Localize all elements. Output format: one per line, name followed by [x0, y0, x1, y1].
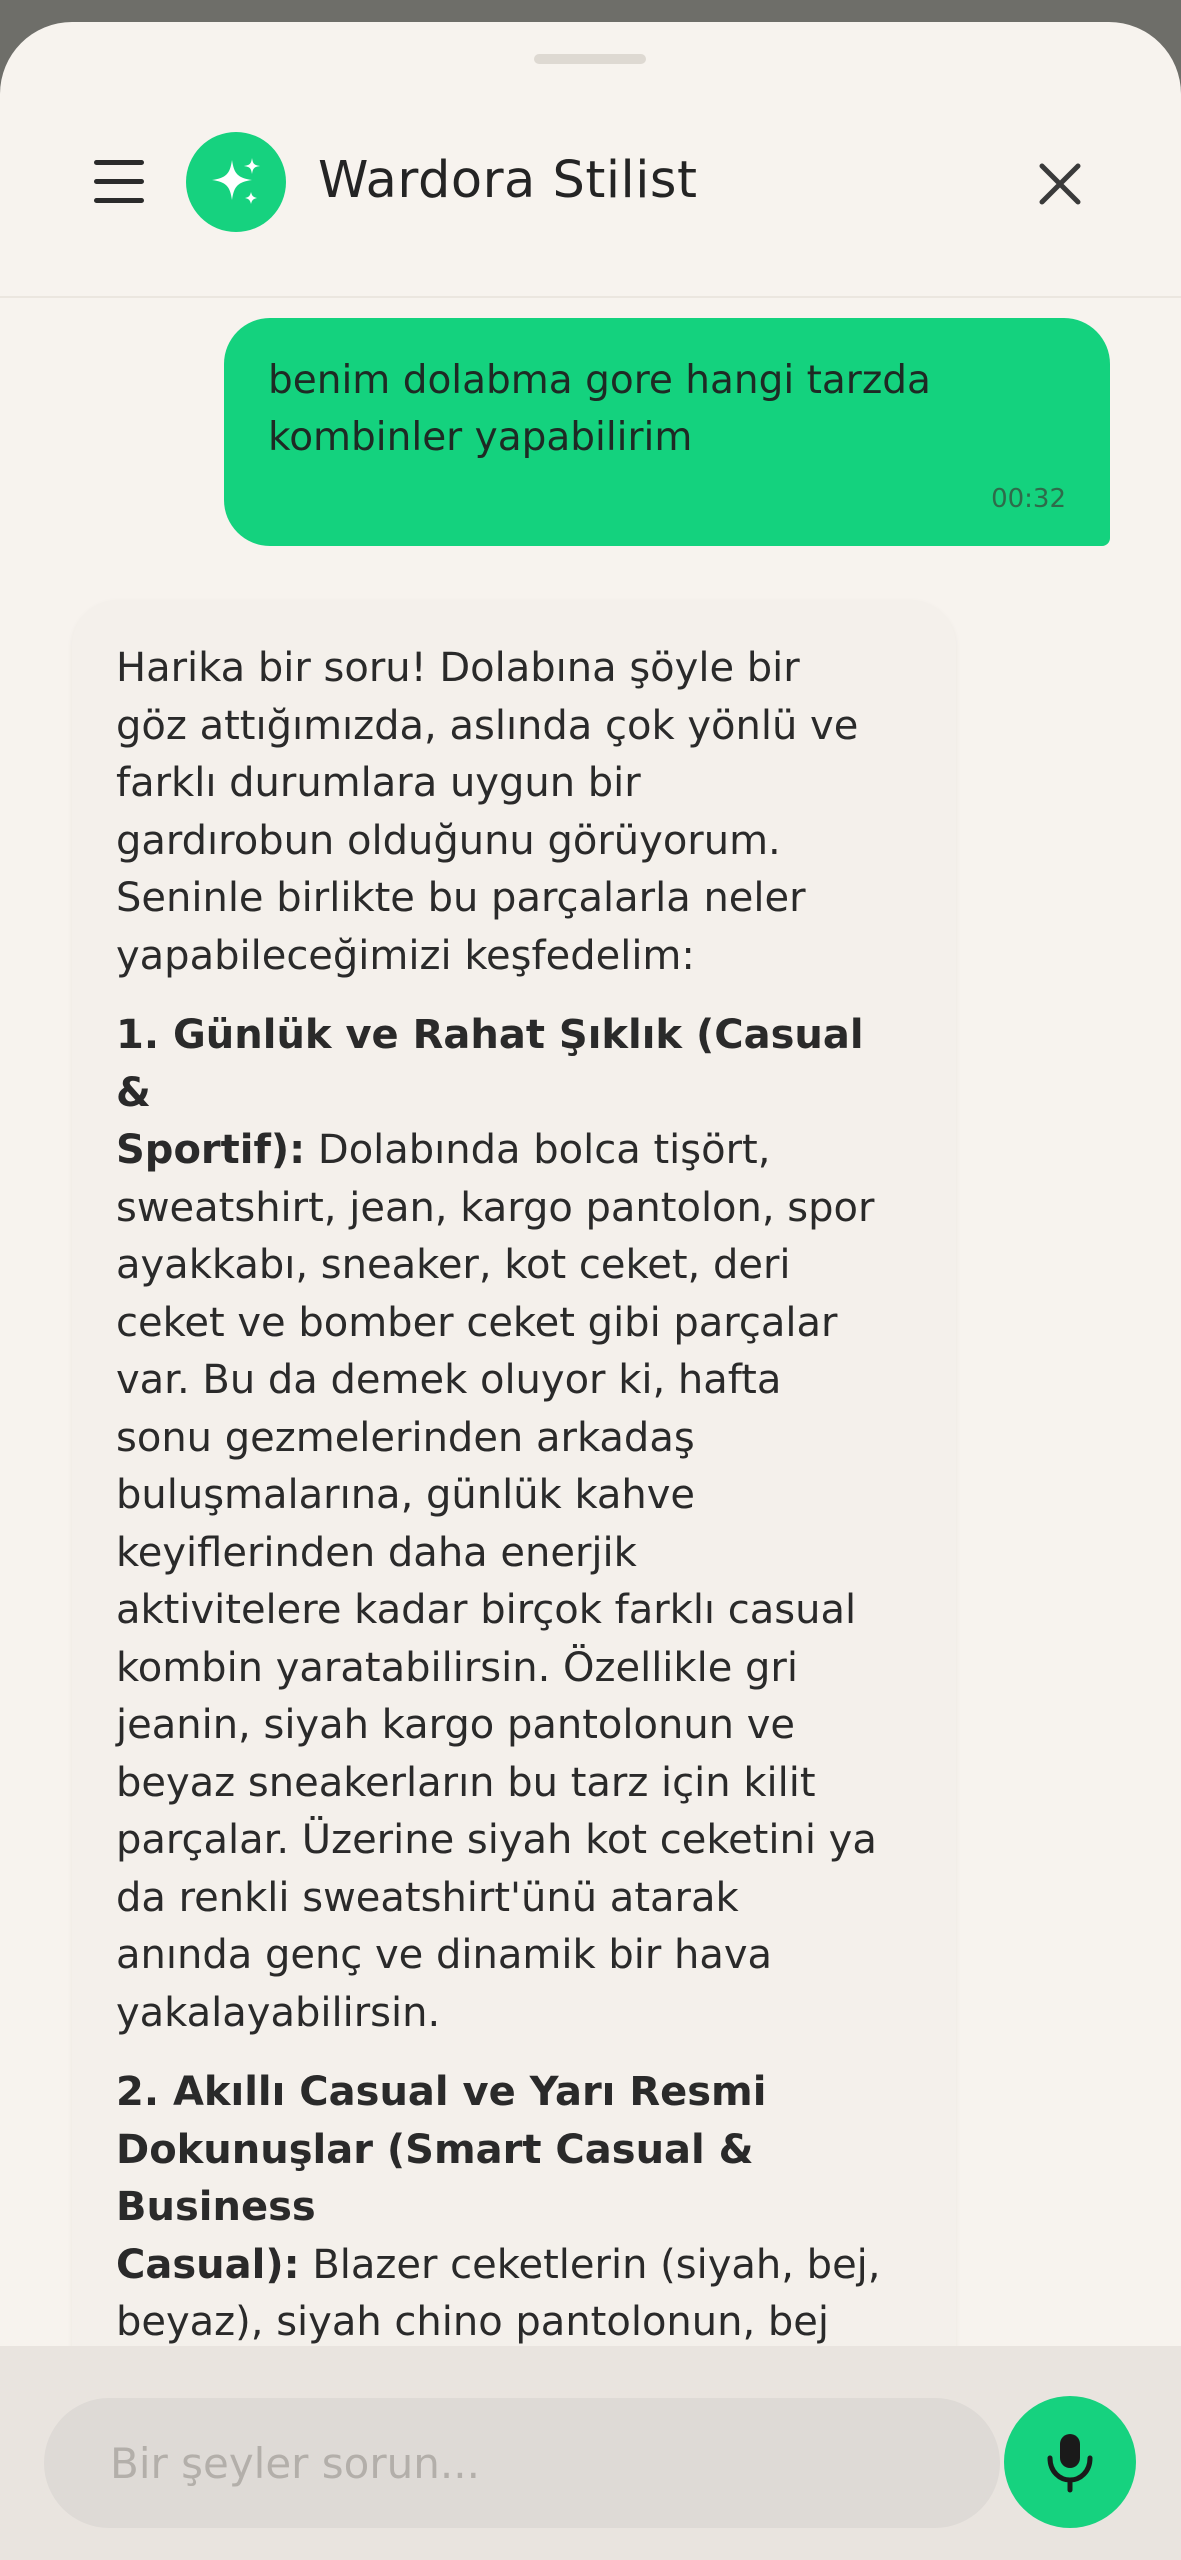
message-timestamp: 00:32 [991, 484, 1066, 514]
message-list[interactable] [0, 298, 1181, 2348]
section-body: Blazer ceketlerin (siyah, bej, beyaz), siyah chino pantolonun, bej [116, 2241, 881, 2345]
assistant-avatar [186, 132, 286, 232]
sparkles-icon [206, 152, 266, 212]
assistant-section [116, 1007, 912, 2042]
composer-bar [0, 2346, 1181, 2560]
assistant-message-bubble [72, 600, 956, 2500]
message-input[interactable] [44, 2398, 1000, 2528]
microphone-icon[interactable] [1004, 2396, 1136, 2528]
close-icon[interactable] [1034, 158, 1086, 210]
chat-header [0, 22, 1181, 298]
hamburger-menu-icon[interactable] [92, 160, 148, 204]
chat-title: Wardora Stilist [318, 151, 698, 210]
user-message-text: benim dolabma gore hangi tarzda kombinler yapabilirim [268, 358, 931, 460]
assistant-intro: Harika bir soru! Dolabına şöyle bir göz attığımızda, aslında çok yönlü ve farklı durumlara uygun bir gardırobun olduğunu görüyorum. Seninle birlikte bu parçalarla neler yapabileceğimizi keşfedelim: [116, 645, 859, 979]
user-message-bubble [224, 318, 1110, 546]
section-body: Dolabında bolca tişört, sweatshirt, jean, kargo pantolon, spor ayakkabı, sneaker, kot ceket, deri ceket ve bomber ceket gibi parçalar var. Bu da demek oluyor ki, hafta sonu gezmelerinden arkadaş buluşmalarına, günlük kahve keyiflerinden daha enerjik aktivitelere kadar birçok farklı casual kombin yaratabilirsin. Özellikle gri jeanin, siyah kargo pantolonun ve beyaz sneakerların bu tarz için kilit parçalar. Üzerine siyah kot ceketini ya da renkli sweatshirt'ünü atarak anında genç ve dinamik bir hava yakalayabilirsin. [116, 1127, 877, 2036]
section-heading: 2. Akıllı Casual ve Yarı Resmi Dokunuşlar (Smart Casual & Business Casual): [116, 2069, 767, 2288]
chat-sheet [0, 22, 1181, 2560]
section-heading: 1. Günlük ve Rahat Şıklık (Casual & Sportif): [116, 1012, 864, 1173]
